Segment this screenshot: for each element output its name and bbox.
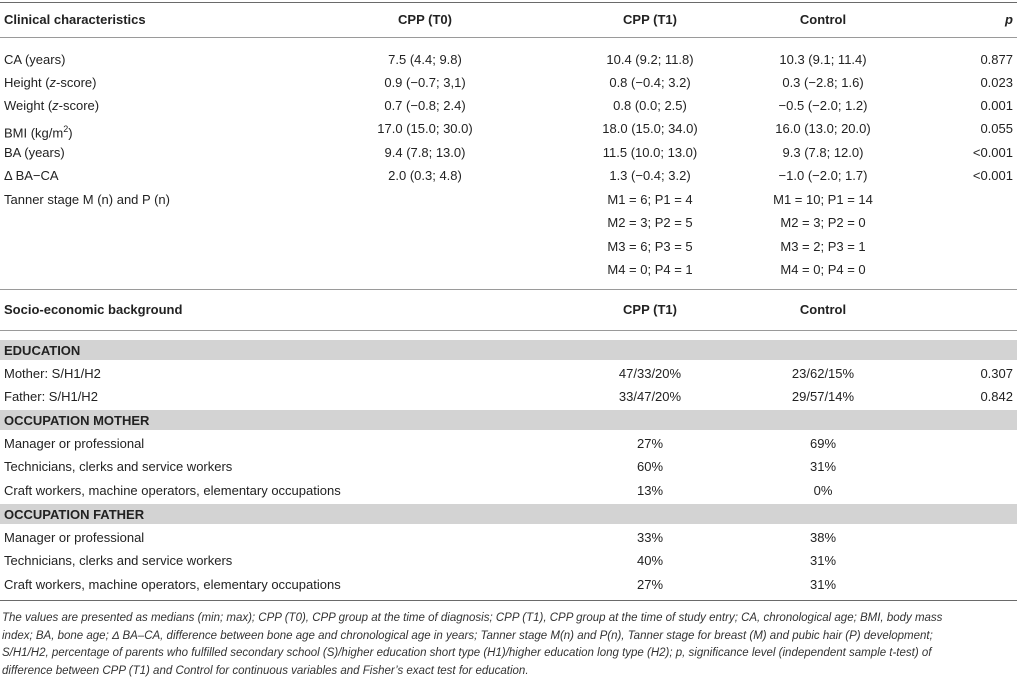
cpp-t0-value: 9.4 (7.8; 13.0) <box>384 145 466 160</box>
row-label: Mother: S/H1/H2 <box>4 366 101 381</box>
p-value: 0.307 <box>980 366 1013 381</box>
cpp-t1-value: 0.8 (0.0; 2.5) <box>613 98 687 113</box>
cpp-t1-value: 1.3 (−0.4; 3.2) <box>609 168 691 183</box>
section-band-occupation-father <box>0 504 1017 524</box>
cpp-t1-value: 13% <box>636 483 664 498</box>
cpp-t1-value: 11.5 (10.0; 13.0) <box>602 145 698 160</box>
footnote-line: difference between CPP (T1) and Control for continuous variables and Fisher’s exact test for education. <box>2 664 529 677</box>
row-label: Weight (z-score) <box>4 98 100 113</box>
cpp-t0-value: 2.0 (0.3; 4.8) <box>388 168 462 183</box>
cpp-t0-value: 0.7 (−0.8; 2.4) <box>384 98 466 113</box>
cpp-t1-value: 10.4 (9.2; 11.8) <box>606 52 694 67</box>
control-value: M1 = 10; P1 = 14 <box>773 192 873 207</box>
socio-header-label: Socio-economic background <box>4 302 183 317</box>
section-title: EDUCATION <box>4 343 81 358</box>
section-rule <box>0 289 1017 290</box>
header-cpp-t0: CPP (T0) <box>398 12 452 27</box>
cpp-t1-value: 27% <box>636 436 664 451</box>
section-band-occupation-mother <box>0 410 1017 430</box>
control-value: 69% <box>809 436 837 451</box>
cpp-t1-value: 40% <box>636 553 664 568</box>
p-value: 0.877 <box>980 52 1013 67</box>
section-title: OCCUPATION MOTHER <box>4 413 150 428</box>
row-label: Technicians, clerks and service workers <box>4 459 233 474</box>
control-value: 0% <box>813 483 833 498</box>
header-cpp-t1: CPP (T1) <box>623 12 677 27</box>
table-footnote <box>2 610 1014 680</box>
row-label: Craft workers, machine operators, elementary occupations <box>4 483 341 498</box>
cpp-t1-value: 0.8 (−0.4; 3.2) <box>609 75 691 90</box>
control-value: 23/62/15% <box>791 366 855 381</box>
row-label: Manager or professional <box>4 436 145 451</box>
cpp-t1-value: M3 = 6; P3 = 5 <box>607 239 693 254</box>
control-value: 31% <box>809 459 837 474</box>
control-value: 29/57/14% <box>791 389 855 404</box>
cpp-t0-value: 0.9 (−0.7; 3,1) <box>384 75 466 90</box>
p-value: 0.023 <box>980 75 1013 90</box>
control-value: −1.0 (−2.0; 1.7) <box>778 168 868 183</box>
p-value: 0.055 <box>980 121 1013 136</box>
p-value: 0.001 <box>980 98 1013 113</box>
control-value: 0.3 (−2.8; 1.6) <box>782 75 864 90</box>
row-label: BA (years) <box>4 145 65 160</box>
p-value: <0.001 <box>972 168 1013 183</box>
cpp-t1-value: 60% <box>636 459 664 474</box>
control-value: 9.3 (7.8; 12.0) <box>782 145 864 160</box>
footnote-line: S/H1/H2, percentage of parents who fulfilled secondary school (S)/higher education short type (H1)/higher education long type (H2); p, significance level (independent sample t-test) of <box>2 647 932 659</box>
row-label: Height (z-score) <box>4 75 97 90</box>
clinical-header-label: Clinical characteristics <box>4 12 146 27</box>
cpp-t0-value: 17.0 (15.0; 30.0) <box>377 121 473 136</box>
row-label: CA (years) <box>4 52 66 67</box>
header-control: Control <box>799 12 847 27</box>
control-value: M4 = 0; P4 = 0 <box>780 262 866 277</box>
control-value: M3 = 2; P3 = 1 <box>780 239 866 254</box>
section-title: OCCUPATION FATHER <box>4 507 145 522</box>
section-band-education <box>0 340 1017 360</box>
footnote-line: The values are presented as medians (min; max); CPP (T0), CPP group at the time of diagnosis; CPP (T1), CPP group at the time of study entry; CA, chronological age; BMI, body mass <box>2 612 943 624</box>
control-value: 10.3 (9.1; 11.4) <box>779 52 867 67</box>
header-cpp-t1: CPP (T1) <box>623 302 677 317</box>
footnote-line: index; BA, bone age; Δ BA–CA, difference between bone age and chronological age in years; Tanner stage M(n) and P(n), Tanner stage for breast (M) and pubic hair (P) development; <box>2 629 933 642</box>
control-value: M2 = 3; P2 = 0 <box>780 215 866 230</box>
cpp-t1-value: 33% <box>636 530 664 545</box>
top-rule <box>0 2 1017 3</box>
cpp-t1-value: M1 = 6; P1 = 4 <box>607 192 693 207</box>
control-value: 31% <box>809 553 837 568</box>
control-value: 16.0 (13.0; 20.0) <box>775 121 871 136</box>
cpp-t1-value: 18.0 (15.0; 34.0) <box>602 121 698 136</box>
row-label: Craft workers, machine operators, elementary occupations <box>4 577 341 592</box>
row-label: BMI $(kg/m^2)$ <box>4 124 73 141</box>
cpp-t1-value: 47/33/20% <box>618 366 682 381</box>
cpp-t0-value: 7.5 (4.4; 9.8) <box>388 52 462 67</box>
header-rule <box>0 330 1017 331</box>
header-control: Control <box>799 302 847 317</box>
row-label: Technicians, clerks and service workers <box>4 553 233 568</box>
control-value: 38% <box>809 530 837 545</box>
control-value: 31% <box>809 577 837 592</box>
row-label: Δ BA−CA <box>4 168 59 183</box>
row-label: Father: S/H1/H2 <box>4 389 98 404</box>
row-label: Tanner stage M (n) and P (n) <box>4 192 170 207</box>
bottom-rule <box>0 600 1017 601</box>
cpp-t1-value: M2 = 3; P2 = 5 <box>607 215 693 230</box>
cpp-t1-value: M4 = 0; P4 = 1 <box>607 262 693 277</box>
cpp-t1-value: 33/47/20% <box>618 389 682 404</box>
control-value: −0.5 (−2.0; 1.2) <box>778 98 868 113</box>
header-rule <box>0 37 1017 38</box>
p-value: <0.001 <box>972 145 1013 160</box>
p-value: 0.842 <box>980 389 1013 404</box>
cpp-t1-value: 27% <box>636 577 664 592</box>
header-p: p <box>1005 12 1013 27</box>
row-label: Manager or professional <box>4 530 145 545</box>
